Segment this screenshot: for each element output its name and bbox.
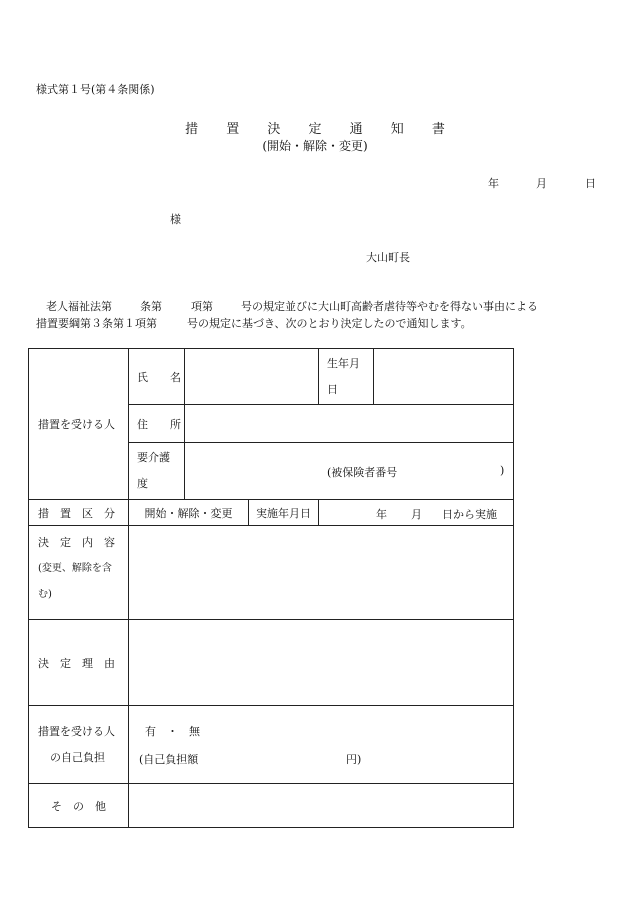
address-label: 住 所	[129, 405, 185, 443]
body-line-2-b: 号の規定に基づき、次のとおり決定したので通知します。	[187, 317, 472, 330]
self-burden-label-1: 措置を受ける人	[38, 724, 115, 738]
implementation-date-label: 実施年月日	[249, 500, 319, 526]
care-level-label-1: 要介護	[137, 451, 170, 464]
implementation-suffix: 日から実施	[442, 507, 497, 521]
addressee-suffix: 様	[170, 213, 181, 226]
address-field[interactable]	[185, 405, 514, 443]
body-line-2	[36, 315, 472, 331]
date-year-label: 年	[488, 177, 499, 190]
body-line-1	[46, 298, 538, 314]
birth-date-label	[319, 349, 374, 405]
self-burden-label-2: の自己負担	[50, 750, 105, 764]
insured-number-close: )	[500, 464, 505, 477]
birth-date-label-1: 生年月	[327, 356, 360, 370]
care-level-label-2: 度	[137, 477, 148, 490]
implementation-date-field[interactable]	[319, 500, 514, 526]
body-line-1-d: 号の規定並びに大山町高齢者虐待等やむを得ない事由による	[241, 300, 538, 313]
decision-content-field[interactable]	[129, 526, 514, 620]
insured-number-open: (被保険者番号	[327, 466, 398, 479]
measure-type-label: 措 置 区 分	[29, 500, 129, 526]
decision-reason-field[interactable]	[129, 620, 514, 706]
body-line-2-a: 措置要綱第３条第１項第	[36, 317, 157, 330]
issuer-name: 大山町長	[366, 251, 410, 264]
self-burden-field[interactable]	[129, 706, 514, 784]
document-title: 措 置 決 定 通 知 書	[185, 122, 457, 137]
self-burden-amount-close: 円)	[346, 752, 362, 766]
implementation-month: 月	[411, 507, 422, 521]
name-label: 氏 名	[129, 349, 185, 405]
body-line-1-a: 老人福祉法第	[46, 300, 112, 313]
document-subtitle: (開始・解除・変更)	[262, 139, 368, 153]
self-burden-label	[29, 706, 129, 784]
care-level-field[interactable]	[185, 443, 514, 500]
recipient-label: 措置を受ける人	[29, 349, 129, 500]
decision-content-note-1: (変更、解除を含	[38, 563, 112, 574]
measure-type-options[interactable]: 開始・解除・変更	[129, 500, 249, 526]
self-burden-choice[interactable]: 有 ・ 無	[145, 724, 200, 738]
self-burden-amount-open: (自己負担額	[139, 752, 199, 766]
other-field[interactable]	[129, 784, 514, 828]
decision-reason-label: 決 定 理 由	[29, 620, 129, 706]
decision-content-title: 決 定 内 容	[38, 536, 115, 549]
implementation-year: 年	[376, 507, 387, 521]
date-month-label: 月	[536, 177, 547, 190]
name-field[interactable]	[185, 349, 319, 405]
notice-form-table	[28, 348, 514, 828]
form-number: 様式第１号(第４条関係)	[36, 83, 155, 96]
body-line-1-b: 条第	[140, 300, 162, 313]
decision-content-label	[29, 526, 129, 620]
body-line-1-c: 項第	[191, 300, 213, 313]
care-level-label	[129, 443, 185, 500]
other-label: そ の 他	[29, 784, 129, 828]
decision-content-note-2: む)	[38, 589, 52, 600]
birth-date-field[interactable]	[374, 349, 514, 405]
birth-date-label-2: 日	[327, 382, 338, 396]
date-day-label: 日	[585, 177, 596, 190]
